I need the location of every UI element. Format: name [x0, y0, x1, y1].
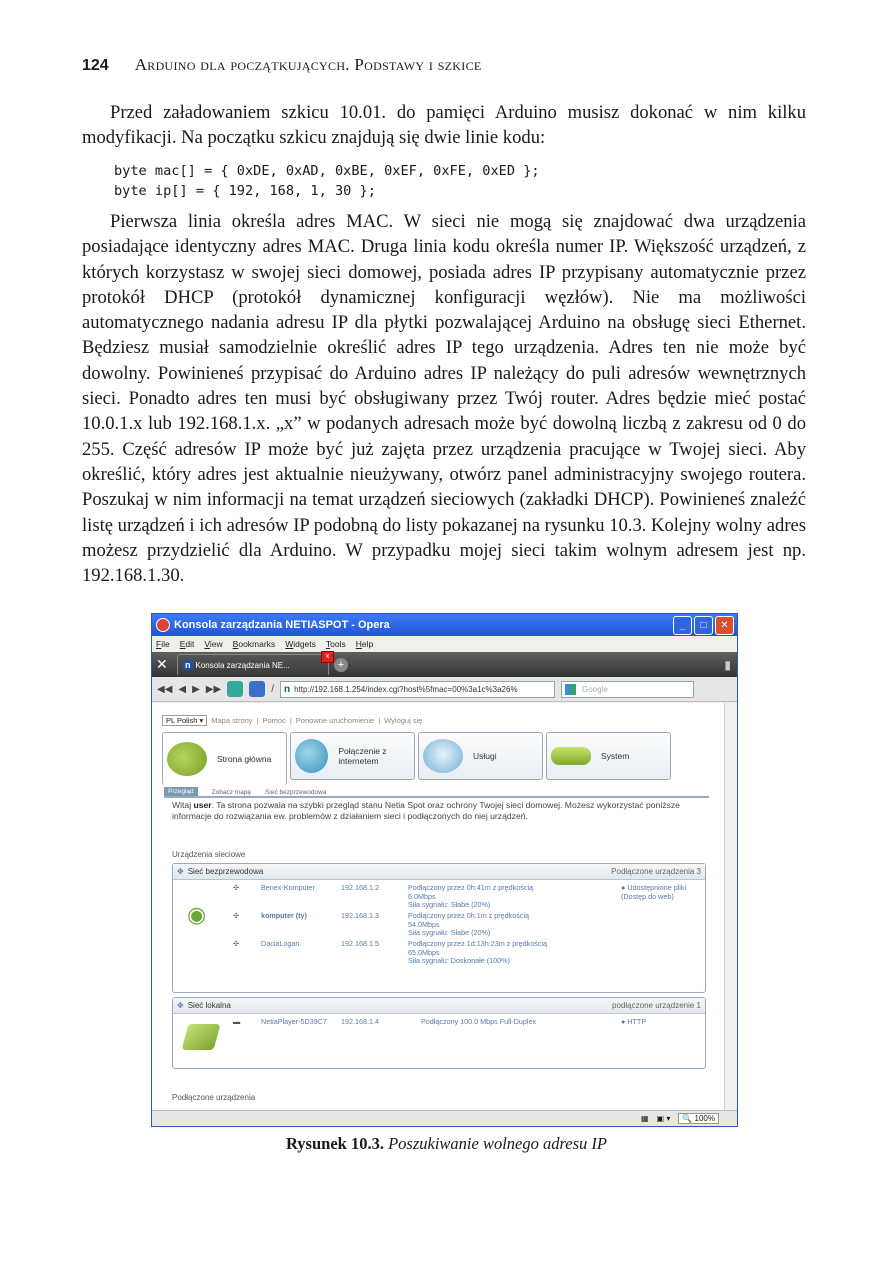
wireless-panel — [172, 863, 706, 993]
menu-file[interactable]: File — [156, 639, 170, 649]
device-name[interactable]: Benex-Komputer — [261, 883, 315, 892]
panel-icon[interactable]: ▦ — [640, 1114, 649, 1123]
site-favicon-icon: n — [283, 683, 291, 695]
network-icon: ✥ — [177, 867, 184, 876]
window-title: Konsola zarządzania NETIASPOT - Opera — [174, 619, 390, 631]
address-text: http://192.168.1.254/index.cgi?host%5fmac=00%3a1c%3a26% — [294, 684, 518, 694]
top-links: PL Polish ▾ Mapa strony | Pomoc | Ponowne uruchomienie | Wyloguj się — [162, 715, 422, 726]
page-number: 124 — [82, 57, 109, 74]
http-link[interactable]: ● HTTP — [621, 1017, 647, 1026]
shared-files-link[interactable]: ● Udostępnione pliki (Dostęp do web) — [621, 883, 687, 901]
browser-window — [151, 613, 738, 1127]
address-field[interactable] — [280, 681, 555, 698]
menu-help[interactable]: Help — [355, 639, 374, 649]
tab-favicon-icon: n — [185, 660, 191, 670]
tile-internet[interactable]: Połączenie z internetem — [290, 732, 415, 780]
fast-forward-icon[interactable]: ▶▶ — [205, 683, 222, 695]
status-bar — [152, 1110, 737, 1126]
device-ip: 192.168.1.4 — [341, 1017, 379, 1026]
browser-tab[interactable] — [177, 654, 329, 675]
device-status: Podłączony przez 0h:1m z prędkością 54.0Mbps Siła sygnału: Słabe (20%) — [408, 911, 530, 938]
house-icon — [167, 742, 207, 776]
forward-icon[interactable]: ▶ — [192, 683, 200, 695]
device-status: Podłączony przez 1d:13h:23m z prędkością 65.0Mbps Siła sygnału: Doskonałe (100%) — [408, 939, 548, 966]
help-link[interactable]: Pomoc — [262, 716, 286, 725]
menu-bar — [152, 636, 737, 652]
code-block: byte mac[] = { 0xDE, 0xAD, 0xBE, 0xEF, 0xFE, 0xED }; byte ip[] = { 192, 168, 1, 30 }; — [114, 163, 540, 199]
menu-view[interactable]: View — [204, 639, 223, 649]
maximize-button[interactable]: □ — [694, 616, 713, 635]
trash-icon[interactable]: ▮ — [724, 657, 731, 672]
ethernet-cable-icon — [182, 1024, 221, 1050]
menu-edit[interactable]: Edit — [179, 639, 195, 649]
lan-header: ✥ Sieć lokalna podłączone urządzenie 1 — [173, 998, 705, 1014]
lan-panel — [172, 997, 706, 1069]
tile-home[interactable]: Strona główna — [162, 732, 287, 785]
reload-icon[interactable] — [227, 681, 243, 697]
running-head: Arduino dla początkujących. Podstawy i szkice — [134, 55, 482, 74]
tools-icon[interactable]: ✕ — [156, 656, 168, 672]
device-icon: ✣ — [233, 911, 240, 920]
device-ip: 192.168.1.5 — [341, 939, 379, 948]
minimize-button[interactable]: _ — [673, 616, 692, 635]
view-icon[interactable]: ▣ ▾ — [656, 1114, 671, 1123]
close-button[interactable]: ✕ — [715, 616, 734, 635]
figure-caption — [0, 1134, 893, 1154]
services-icon — [423, 739, 463, 773]
subtab-overview[interactable]: Przegląd — [164, 787, 198, 796]
tile-services[interactable]: Usługi — [418, 732, 543, 780]
device-status: Podłączony przez 0h:41m z prędkością 6.0Mbps Siła sygnału: Słabe (20%) — [408, 883, 534, 910]
tab-close-icon[interactable]: x — [321, 651, 334, 663]
device-name[interactable]: NetiaPlayer-5D39C7 — [261, 1017, 327, 1026]
sitemap-link[interactable]: Mapa strony — [211, 716, 253, 725]
subtab-map[interactable]: Zobacz mapę — [211, 789, 252, 796]
menu-tools[interactable]: Tools — [325, 639, 346, 649]
device-icon: ✣ — [233, 883, 240, 892]
vertical-scrollbar[interactable] — [724, 703, 737, 1110]
footer-section-title: Podłączone urządzenia — [172, 1093, 256, 1102]
google-icon — [565, 684, 576, 695]
tab-bar — [152, 652, 737, 677]
tab-label: Konsola zarządzania NE... — [195, 660, 290, 670]
network-icon: ✥ — [177, 1001, 184, 1010]
restart-link[interactable]: Ponowne uruchomienie — [295, 716, 375, 725]
tile-system[interactable]: System — [546, 732, 671, 780]
caption-label: Rysunek 10.3. — [285, 1134, 384, 1153]
device-icon: ✣ — [233, 939, 240, 948]
sub-tabs — [164, 784, 709, 798]
page-header — [82, 55, 812, 75]
menu-widgets[interactable]: Widgets — [285, 639, 316, 649]
logout-link[interactable]: Wyloguj się — [384, 716, 423, 725]
device-ip: 192.168.1.3 — [341, 911, 379, 920]
back-icon[interactable]: ◀ — [178, 683, 187, 695]
language-select[interactable]: PL Polish ▾ — [162, 715, 207, 726]
search-field[interactable] — [561, 681, 694, 698]
main-nav — [162, 732, 671, 785]
wireless-header: ✥ Sieć bezprzewodowa Podłączone urządzenia 3 — [173, 864, 705, 880]
caption-text: Poszukiwanie wolnego adresu IP — [388, 1134, 608, 1153]
player-icon: ▬ — [233, 1017, 241, 1026]
new-tab-icon[interactable]: + — [334, 658, 348, 672]
welcome-text: Witaj user. Ta strona pozwala na szybki przegląd stanu Netia Spot oraz ochrony Twojej sieci domowej. Możesz wykorzystać poniższe informacje do rozwiązania ew. problemów z działaniem sieci i podłączonych do niej urządzeń. — [172, 800, 680, 821]
home-icon[interactable] — [249, 681, 265, 697]
paragraph-main: Pierwsza linia określa adres MAC. W sieci nie mogą się znajdować dwa urządzenia posiadające identyczny adres MAC. Druga linia kodu określa numer IP. Większość urządzeń, z których korzystasz w swojej sieci domowej, posiada adres IP przypisany automatycznie przez protokół DHCP (protokół dynamicznej konfiguracji węzłów). Nie ma możliwości automatycznego nadania adresu IP dla płytki pozwalającej Arduino na obsługę sieci Ethernet. Będziesz musiał samodzielnie określić adres IP tego urządzenia. Adres ten nie może być dowolny. Powinieneś przypisać do Arduino adres IP należący do puli adresów wewnętrznych sieci. Ponadto adres ten musi być obsługiwany przez Twój router. Adres będzie mieć postać 10.0.1.x lub 192.168.1.x. „x” w podanych adresach może być dowolną liczbą z zakresu od 0 do 255. Część adresów IP może być już zajęta przez urządzenia pracujące w Twojej sieci. Aby określić, który adres jest aktualnie nieużywany, otwórz panel administracyjny swojego routera. Poszukaj w nim informacji na temat urządzeń sieciowych (zakładki DHCP). Powinieneś znaleźć listę urządzeń i ich adresów IP podobną do listy pokazanej na rysunku 10.3. Kolejny wolny adres możesz przydzielić dla Arduino. W przypadku mojej sieci takim wolnym adresem jest np. 192.168.1.30. — [82, 211, 806, 587]
subtab-wireless[interactable]: Sieć bezprzewodowa — [265, 789, 327, 796]
device-name[interactable]: komputer (ty) — [261, 911, 307, 920]
opera-logo-icon — [156, 618, 170, 632]
wand-icon[interactable]: / — [271, 683, 274, 695]
window-titlebar — [152, 614, 737, 636]
address-toolbar — [152, 677, 737, 702]
router-icon — [551, 747, 591, 765]
zoom-control[interactable]: 🔍 100% — [678, 1113, 719, 1124]
rewind-icon[interactable]: ◀◀ — [157, 683, 173, 695]
section-title: Urządzenia sieciowe — [172, 850, 246, 859]
device-name[interactable]: DaciaLogan — [261, 939, 300, 948]
search-placeholder: Google — [581, 684, 608, 694]
device-status: Podłączony 100.0 Mbps Full-Duplex — [421, 1017, 537, 1026]
globe-icon — [295, 739, 328, 773]
device-ip: 192.168.1.2 — [341, 883, 379, 892]
menu-bookmarks[interactable]: Bookmarks — [232, 639, 276, 649]
paragraph-intro: Przed załadowaniem szkicu 10.01. do pamięci Arduino musisz dokonać w nim kilku modyfikacji. Na początku szkicu znajdują się dwie linie kodu: — [82, 102, 806, 149]
wifi-icon: ◉ — [187, 902, 207, 927]
web-content — [152, 703, 724, 1110]
